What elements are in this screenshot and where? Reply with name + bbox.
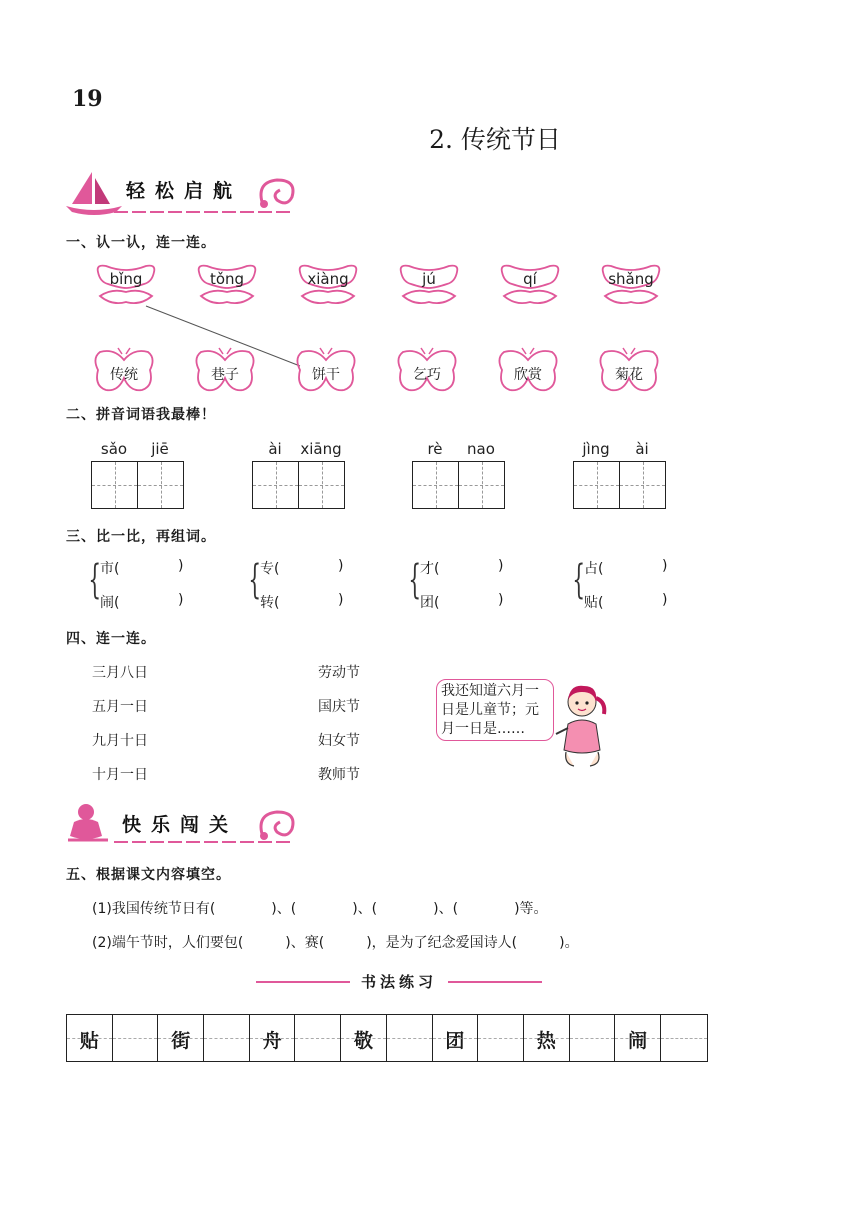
butterfly-card[interactable] bbox=[294, 346, 358, 402]
date-item[interactable]: 三月八日 bbox=[92, 665, 148, 681]
butterfly-card[interactable] bbox=[597, 346, 661, 402]
brace-icon: { bbox=[248, 557, 262, 603]
character-banner-icon bbox=[64, 800, 114, 846]
callig-char: 舟 bbox=[262, 1030, 282, 1052]
callig-cell-blank[interactable] bbox=[570, 1015, 616, 1061]
banner-underline bbox=[114, 208, 294, 216]
close-paren: ) bbox=[338, 558, 344, 574]
pinyin-label: qí bbox=[523, 270, 537, 288]
word-label: 饼干 bbox=[312, 367, 340, 383]
callig-cell-blank[interactable] bbox=[387, 1015, 433, 1061]
butterfly-card[interactable] bbox=[395, 346, 459, 402]
callig-char: 团 bbox=[445, 1030, 465, 1052]
pinyin-1: sǎo bbox=[100, 440, 128, 458]
festival-item[interactable]: 国庆节 bbox=[318, 699, 360, 715]
compare-a[interactable]: 才( bbox=[420, 561, 440, 577]
callig-cell-blank[interactable] bbox=[478, 1015, 524, 1061]
compare-pair bbox=[570, 556, 680, 612]
compare-pair bbox=[406, 556, 516, 612]
callig-cell bbox=[524, 1015, 570, 1061]
fill-line-1[interactable]: (1)我国传统节日有( )、( )、( )、( )等。 bbox=[92, 901, 548, 917]
festival-item[interactable]: 妇女节 bbox=[318, 733, 360, 749]
compare-b[interactable]: 团( bbox=[420, 595, 440, 611]
speech-bubble: 我还知道六月一日是儿童节；元月一日是…… bbox=[436, 679, 554, 741]
callig-cell-blank[interactable] bbox=[661, 1015, 707, 1061]
q5-heading: 五、根据课文内容填空。 bbox=[66, 867, 231, 883]
callig-cell bbox=[341, 1015, 387, 1061]
writing-grid[interactable] bbox=[91, 461, 184, 509]
close-paren: ) bbox=[662, 592, 668, 608]
butterfly-card[interactable] bbox=[92, 346, 156, 402]
brace-icon: { bbox=[572, 557, 586, 603]
butterfly-card[interactable] bbox=[193, 346, 257, 402]
compare-b[interactable]: 转( bbox=[260, 595, 280, 611]
compare-a[interactable]: 专( bbox=[260, 561, 280, 577]
banner-challenge bbox=[64, 800, 304, 848]
callig-cell bbox=[433, 1015, 479, 1061]
brace-icon: { bbox=[408, 557, 422, 603]
pinyin-1: ài bbox=[268, 440, 282, 458]
compare-a[interactable]: 占( bbox=[584, 561, 604, 577]
writing-grid[interactable] bbox=[412, 461, 505, 509]
page-number: 19 bbox=[72, 86, 103, 112]
q4-heading: 四、连一连。 bbox=[66, 631, 156, 647]
fill-line-2[interactable]: (2)端午节时，人们要包( )、赛( )，是为了纪念爱国诗人( )。 bbox=[92, 935, 579, 951]
word-label: 乞巧 bbox=[413, 367, 441, 383]
callig-char: 贴 bbox=[79, 1030, 99, 1052]
callig-cell-blank[interactable] bbox=[295, 1015, 341, 1061]
pinyin-1: rè bbox=[427, 440, 443, 458]
q3-heading: 三、比一比，再组词。 bbox=[66, 529, 216, 545]
festival-item[interactable]: 教师节 bbox=[318, 767, 360, 783]
word-label: 传统 bbox=[110, 367, 138, 383]
word-label: 菊花 bbox=[615, 367, 643, 383]
banner-challenge-text: 快乐闯关 bbox=[122, 814, 239, 836]
compare-pair bbox=[86, 556, 196, 612]
compare-b[interactable]: 闹( bbox=[100, 595, 120, 611]
pinyin-label: shǎng bbox=[608, 270, 654, 288]
pinyin-2: jiē bbox=[151, 440, 169, 458]
callig-char: 闹 bbox=[628, 1030, 648, 1052]
butterfly-card[interactable] bbox=[496, 346, 560, 402]
q2-heading: 二、拼音词语我最棒！ bbox=[66, 407, 216, 423]
page-title: 2. 传统节日 bbox=[429, 125, 561, 154]
banner-sailing-text: 轻松启航 bbox=[126, 180, 243, 202]
close-paren: ) bbox=[178, 592, 184, 608]
callig-cell-blank[interactable] bbox=[113, 1015, 159, 1061]
compare-b[interactable]: 贴( bbox=[584, 595, 604, 611]
banner-underline bbox=[114, 838, 294, 846]
callig-char: 热 bbox=[536, 1030, 556, 1052]
callig-cell bbox=[615, 1015, 661, 1061]
writing-grid[interactable] bbox=[252, 461, 345, 509]
girl-character-icon bbox=[554, 680, 610, 772]
date-item[interactable]: 九月十日 bbox=[92, 733, 148, 749]
brace-icon: { bbox=[88, 557, 102, 603]
callig-cell bbox=[158, 1015, 204, 1061]
close-paren: ) bbox=[178, 558, 184, 574]
calligraphy-header bbox=[256, 970, 542, 994]
pinyin-1: jìng bbox=[582, 440, 610, 458]
pinyin-label: jú bbox=[422, 270, 436, 288]
pinyin-2: ài bbox=[635, 440, 649, 458]
decorative-swirl-icon bbox=[252, 172, 302, 212]
compare-pair bbox=[246, 556, 356, 612]
divider-right bbox=[448, 981, 542, 983]
callig-cell bbox=[67, 1015, 113, 1061]
date-item[interactable]: 五月一日 bbox=[92, 699, 148, 715]
close-paren: ) bbox=[498, 592, 504, 608]
word-label: 欣赏 bbox=[514, 367, 542, 383]
callig-char: 敬 bbox=[353, 1030, 373, 1052]
writing-grid[interactable] bbox=[573, 461, 666, 509]
pinyin-2: nao bbox=[467, 440, 495, 458]
festival-item[interactable]: 劳动节 bbox=[318, 665, 360, 681]
word-label: 巷子 bbox=[211, 367, 239, 383]
calligraphy-grid bbox=[66, 1014, 708, 1062]
calligraphy-label: 书法练习 bbox=[360, 973, 437, 991]
close-paren: ) bbox=[498, 558, 504, 574]
q1-heading: 一、认一认，连一连。 bbox=[66, 235, 216, 251]
pinyin-label: xiàng bbox=[307, 270, 349, 288]
divider-left bbox=[256, 981, 350, 983]
close-paren: ) bbox=[662, 558, 668, 574]
pinyin-2: xiāng bbox=[300, 440, 342, 458]
close-paren: ) bbox=[338, 592, 344, 608]
pinyin-label: bǐng bbox=[109, 270, 143, 288]
banner-sailing bbox=[64, 168, 304, 218]
pinyin-label: tǒng bbox=[209, 270, 245, 288]
callig-cell-blank[interactable] bbox=[204, 1015, 250, 1061]
compare-a[interactable]: 市( bbox=[100, 561, 120, 577]
callig-cell bbox=[250, 1015, 296, 1061]
callig-char: 街 bbox=[171, 1030, 191, 1052]
date-item[interactable]: 十月一日 bbox=[92, 767, 148, 783]
